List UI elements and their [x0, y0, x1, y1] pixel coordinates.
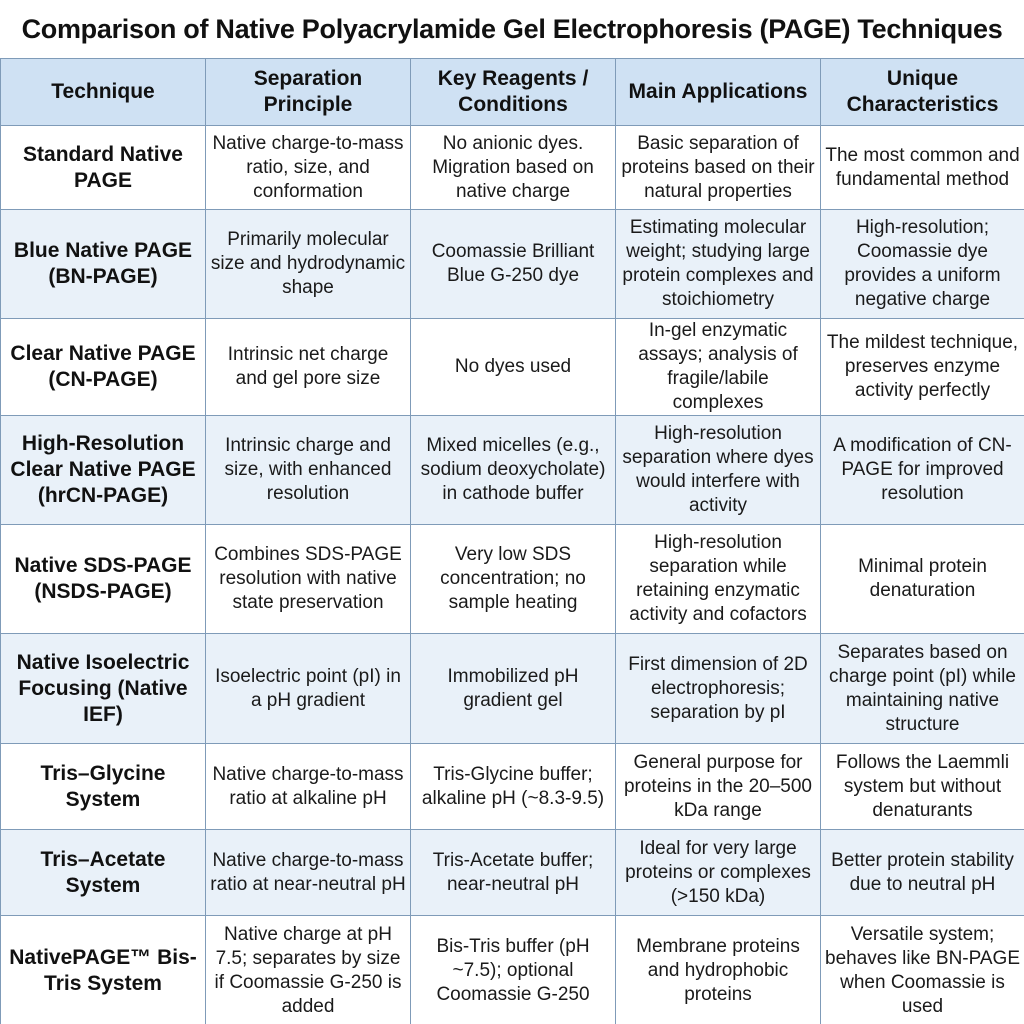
characteristics-cell: The most common and fundamental method — [821, 126, 1024, 210]
reagents-cell: Coomassie Brilliant Blue G-250 dye — [411, 210, 616, 319]
table-row — [1, 126, 1024, 210]
table-row — [1, 525, 1024, 634]
table-row — [1, 830, 1024, 916]
applications-cell: First dimension of 2D electrophoresis; separation by pI — [616, 634, 821, 744]
table-row — [1, 210, 1024, 319]
header-row — [1, 59, 1024, 126]
table-row — [1, 916, 1024, 1024]
applications-cell: High-resolution separation where dyes would interfere with activity — [616, 416, 821, 525]
technique-cell: Tris–Glycine System — [1, 744, 206, 830]
characteristics-cell: The mildest technique, preserves enzyme activity perfectly — [821, 319, 1024, 416]
principle-cell: Intrinsic charge and size, with enhanced resolution — [206, 416, 411, 525]
principle-cell: Combines SDS-PAGE resolution with native state preservation — [206, 525, 411, 634]
column-header-separation-principle: Separation Principle — [206, 59, 411, 126]
principle-cell: Native charge-to-mass ratio, size, and conformation — [206, 126, 411, 210]
page-title: Comparison of Native Polyacrylamide Gel Electrophoresis (PAGE) Techniques — [21, 14, 1003, 44]
table-row — [1, 634, 1024, 744]
reagents-cell: Tris-Acetate buffer; near-neutral pH — [411, 830, 616, 916]
table-row — [1, 416, 1024, 525]
reagents-cell: No dyes used — [411, 319, 616, 416]
applications-cell: Basic separation of proteins based on their natural properties — [616, 126, 821, 210]
technique-cell: Standard Native PAGE — [1, 126, 206, 210]
principle-cell: Primarily molecular size and hydrodynamic shape — [206, 210, 411, 319]
technique-cell: Clear Native PAGE (CN-PAGE) — [1, 319, 206, 416]
principle-cell: Native charge-to-mass ratio at alkaline pH — [206, 744, 411, 830]
table-row — [1, 744, 1024, 830]
column-header-key-reagents: Key Reagents / Conditions — [411, 59, 616, 126]
applications-cell: Estimating molecular weight; studying large protein complexes and stoichiometry — [616, 210, 821, 319]
characteristics-cell: Better protein stability due to neutral pH — [821, 830, 1024, 916]
technique-cell: Native SDS-PAGE (NSDS-PAGE) — [1, 525, 206, 634]
reagents-cell: Tris-Glycine buffer; alkaline pH (~8.3-9.5) — [411, 744, 616, 830]
column-header-unique-characteristics: Unique Characteristics — [821, 59, 1024, 126]
reagents-cell: Very low SDS concentration; no sample heating — [411, 525, 616, 634]
principle-cell: Intrinsic net charge and gel pore size — [206, 319, 411, 416]
technique-cell: Tris–Acetate System — [1, 830, 206, 916]
applications-cell: General purpose for proteins in the 20–500 kDa range — [616, 744, 821, 830]
technique-cell: Blue Native PAGE (BN-PAGE) — [1, 210, 206, 319]
applications-cell: Membrane proteins and hydrophobic proteins — [616, 916, 821, 1024]
technique-cell: High-Resolution Clear Native PAGE (hrCN-PAGE) — [1, 416, 206, 525]
reagents-cell: Mixed micelles (e.g., sodium deoxycholate) in cathode buffer — [411, 416, 616, 525]
column-header-technique: Technique — [1, 59, 206, 126]
characteristics-cell: High-resolution; Coomassie dye provides a uniform negative charge — [821, 210, 1024, 319]
characteristics-cell: Follows the Laemmli system but without denaturants — [821, 744, 1024, 830]
characteristics-cell: Versatile system; behaves like BN-PAGE when Coomassie is used — [821, 916, 1024, 1024]
applications-cell: High-resolution separation while retaining enzymatic activity and cofactors — [616, 525, 821, 634]
principle-cell: Native charge-to-mass ratio at near-neutral pH — [206, 830, 411, 916]
column-header-main-applications: Main Applications — [616, 59, 821, 126]
technique-cell: Native Isoelectric Focusing (Native IEF) — [1, 634, 206, 744]
characteristics-cell: A modification of CN-PAGE for improved resolution — [821, 416, 1024, 525]
technique-cell: NativePAGE™ Bis-Tris System — [1, 916, 206, 1024]
characteristics-cell: Minimal protein denaturation — [821, 525, 1024, 634]
reagents-cell: Bis-Tris buffer (pH ~7.5); optional Coomassie G-250 — [411, 916, 616, 1024]
applications-cell: In-gel enzymatic assays; analysis of fragile/labile complexes — [616, 319, 821, 416]
applications-cell: Ideal for very large proteins or complexes (>150 kDa) — [616, 830, 821, 916]
principle-cell: Isoelectric point (pI) in a pH gradient — [206, 634, 411, 744]
characteristics-cell: Separates based on charge point (pI) while maintaining native structure — [821, 634, 1024, 744]
reagents-cell: Immobilized pH gradient gel — [411, 634, 616, 744]
reagents-cell: No anionic dyes. Migration based on native charge — [411, 126, 616, 210]
table-row — [1, 319, 1024, 416]
principle-cell: Native charge at pH 7.5; separates by size if Coomassie G-250 is added — [206, 916, 411, 1024]
comparison-table — [0, 58, 1024, 1024]
